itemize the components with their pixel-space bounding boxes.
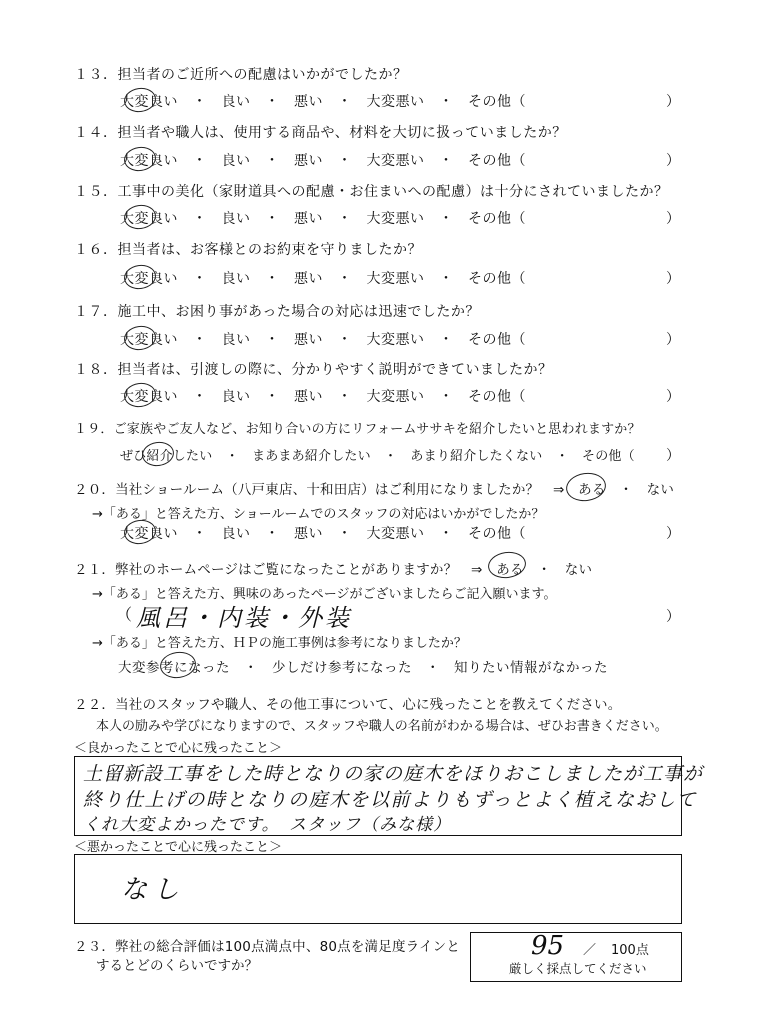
question-21: ２１．弊社のホームページはご覧になったことがありますか？ ⇒ ある ・ ない [74, 562, 593, 578]
question-20-close: ） [666, 526, 680, 542]
good-comment-line: くれ大変よかったです。 スタッフ（みな様） [83, 815, 452, 835]
question-21-followup1: →「ある」と答えた方、興味のあったページがございましたらご記入願います。 [92, 587, 557, 602]
good-comment-line: 土留新設工事をした時となりの家の庭木をほりおこしましたが工事が [83, 763, 704, 785]
question-15: １５．工事中の美化（家財道具への配慮・お住まいへの配慮）は十分にされていましたか？ [74, 184, 669, 200]
question-21-options2: 大変参考になった ・ 少しだけ参考になった ・ 知りたい情報がなかった [118, 660, 608, 676]
question-14-close: ） [666, 153, 680, 169]
question-22: ２２．当社のスタッフや職人、その他工事について、心に残ったことを教えてください。 [74, 697, 622, 713]
question-17-close: ） [666, 332, 680, 348]
score-value: 95 [531, 931, 565, 961]
question-19-options: ぜひ紹介したい ・ まあまあ紹介したい ・ あまり紹介したくない ・ その他（ [120, 449, 635, 464]
question-21-answer-close: ） [666, 609, 680, 625]
question-18: １８．担当者は、引渡しの際に、分かりやすく説明ができていましたか？ [74, 362, 553, 378]
question-20-options: 大変良い ・ 良い ・ 悪い ・ 大変悪い ・ その他（ [120, 526, 526, 542]
question-18-close: ） [666, 389, 680, 405]
good-comment-line: 終り仕上げの時となりの庭木を以前よりもずっとよく植えなおして [83, 789, 697, 811]
question-16-close: ） [666, 271, 680, 287]
bad-comment-text: なし [121, 875, 186, 905]
question-18-options: 大変良い ・ 良い ・ 悪い ・ 大変悪い ・ その他（ [120, 389, 526, 405]
question-19: １９．ご家族やご友人など、お知り合いの方にリフォームササキを紹介したいと思われますか？ [74, 422, 641, 437]
question-17-options: 大変良い ・ 良い ・ 悪い ・ 大変悪い ・ その他（ [120, 332, 526, 348]
question-16-options: 大変良い ・ 良い ・ 悪い ・ 大変悪い ・ その他（ [120, 271, 526, 287]
question-21-handwritten-answer: 風呂・内装・外装 [136, 604, 352, 632]
good-heading: ＜良かったことで心に残ったこと＞ [74, 741, 283, 756]
question-23-line1: ２３．弊社の総合評価は100点満点中、80点を満足度ラインと [74, 939, 461, 955]
question-13-close: ） [666, 94, 680, 110]
question-19-close: ） [666, 448, 680, 464]
bad-heading: ＜悪かったことで心に残ったこと＞ [74, 840, 283, 855]
question-15-options: 大変良い ・ 良い ・ 悪い ・ 大変悪い ・ その他（ [120, 211, 526, 227]
score-note: 厳しく採点してください [509, 961, 647, 976]
question-15-close: ） [666, 211, 680, 227]
score-max: 100点 [611, 943, 649, 958]
score-separator: ／ [583, 943, 597, 958]
score-box [470, 932, 682, 982]
question-13: １３．担当者のご近所への配慮はいかがでしたか？ [74, 67, 408, 83]
question-17: １７．施工中、お困り事があった場合の対応は迅速でしたか？ [74, 304, 480, 320]
question-14: １４．担当者や職人は、使用する商品や、材料を大切に扱っていましたか？ [74, 125, 567, 141]
question-16: １６．担当者は、お客様とのお約束を守りましたか？ [74, 242, 422, 258]
bad-comment-box [74, 854, 682, 924]
question-21-answer-open: （ [116, 605, 133, 624]
question-23-line2: するとどのくらいですか？ [96, 958, 258, 974]
question-13-options: 大変良い ・ 良い ・ 悪い ・ 大変悪い ・ その他（ [120, 94, 526, 110]
good-comment-box [74, 756, 704, 836]
question-21-followup2: →「ある」と答えた方、ＨＰの施工事例は参考になりましたか？ [92, 636, 467, 651]
question-20: ２０．当社ショールーム（八戸東店、十和田店）はご利用になりましたか？ ⇒ ある ・ ない [74, 482, 675, 498]
answer-circle [564, 470, 608, 503]
question-20-followup: →「ある」と答えた方、ショールームでのスタッフの対応はいかがでしたか？ [92, 507, 545, 522]
question-22-note: 本人の励みや学びになりますので、スタッフや職人の名前がわかる場合は、ぜひお書きください。 [96, 719, 668, 734]
question-14-options: 大変良い ・ 良い ・ 悪い ・ 大変悪い ・ その他（ [120, 153, 526, 169]
